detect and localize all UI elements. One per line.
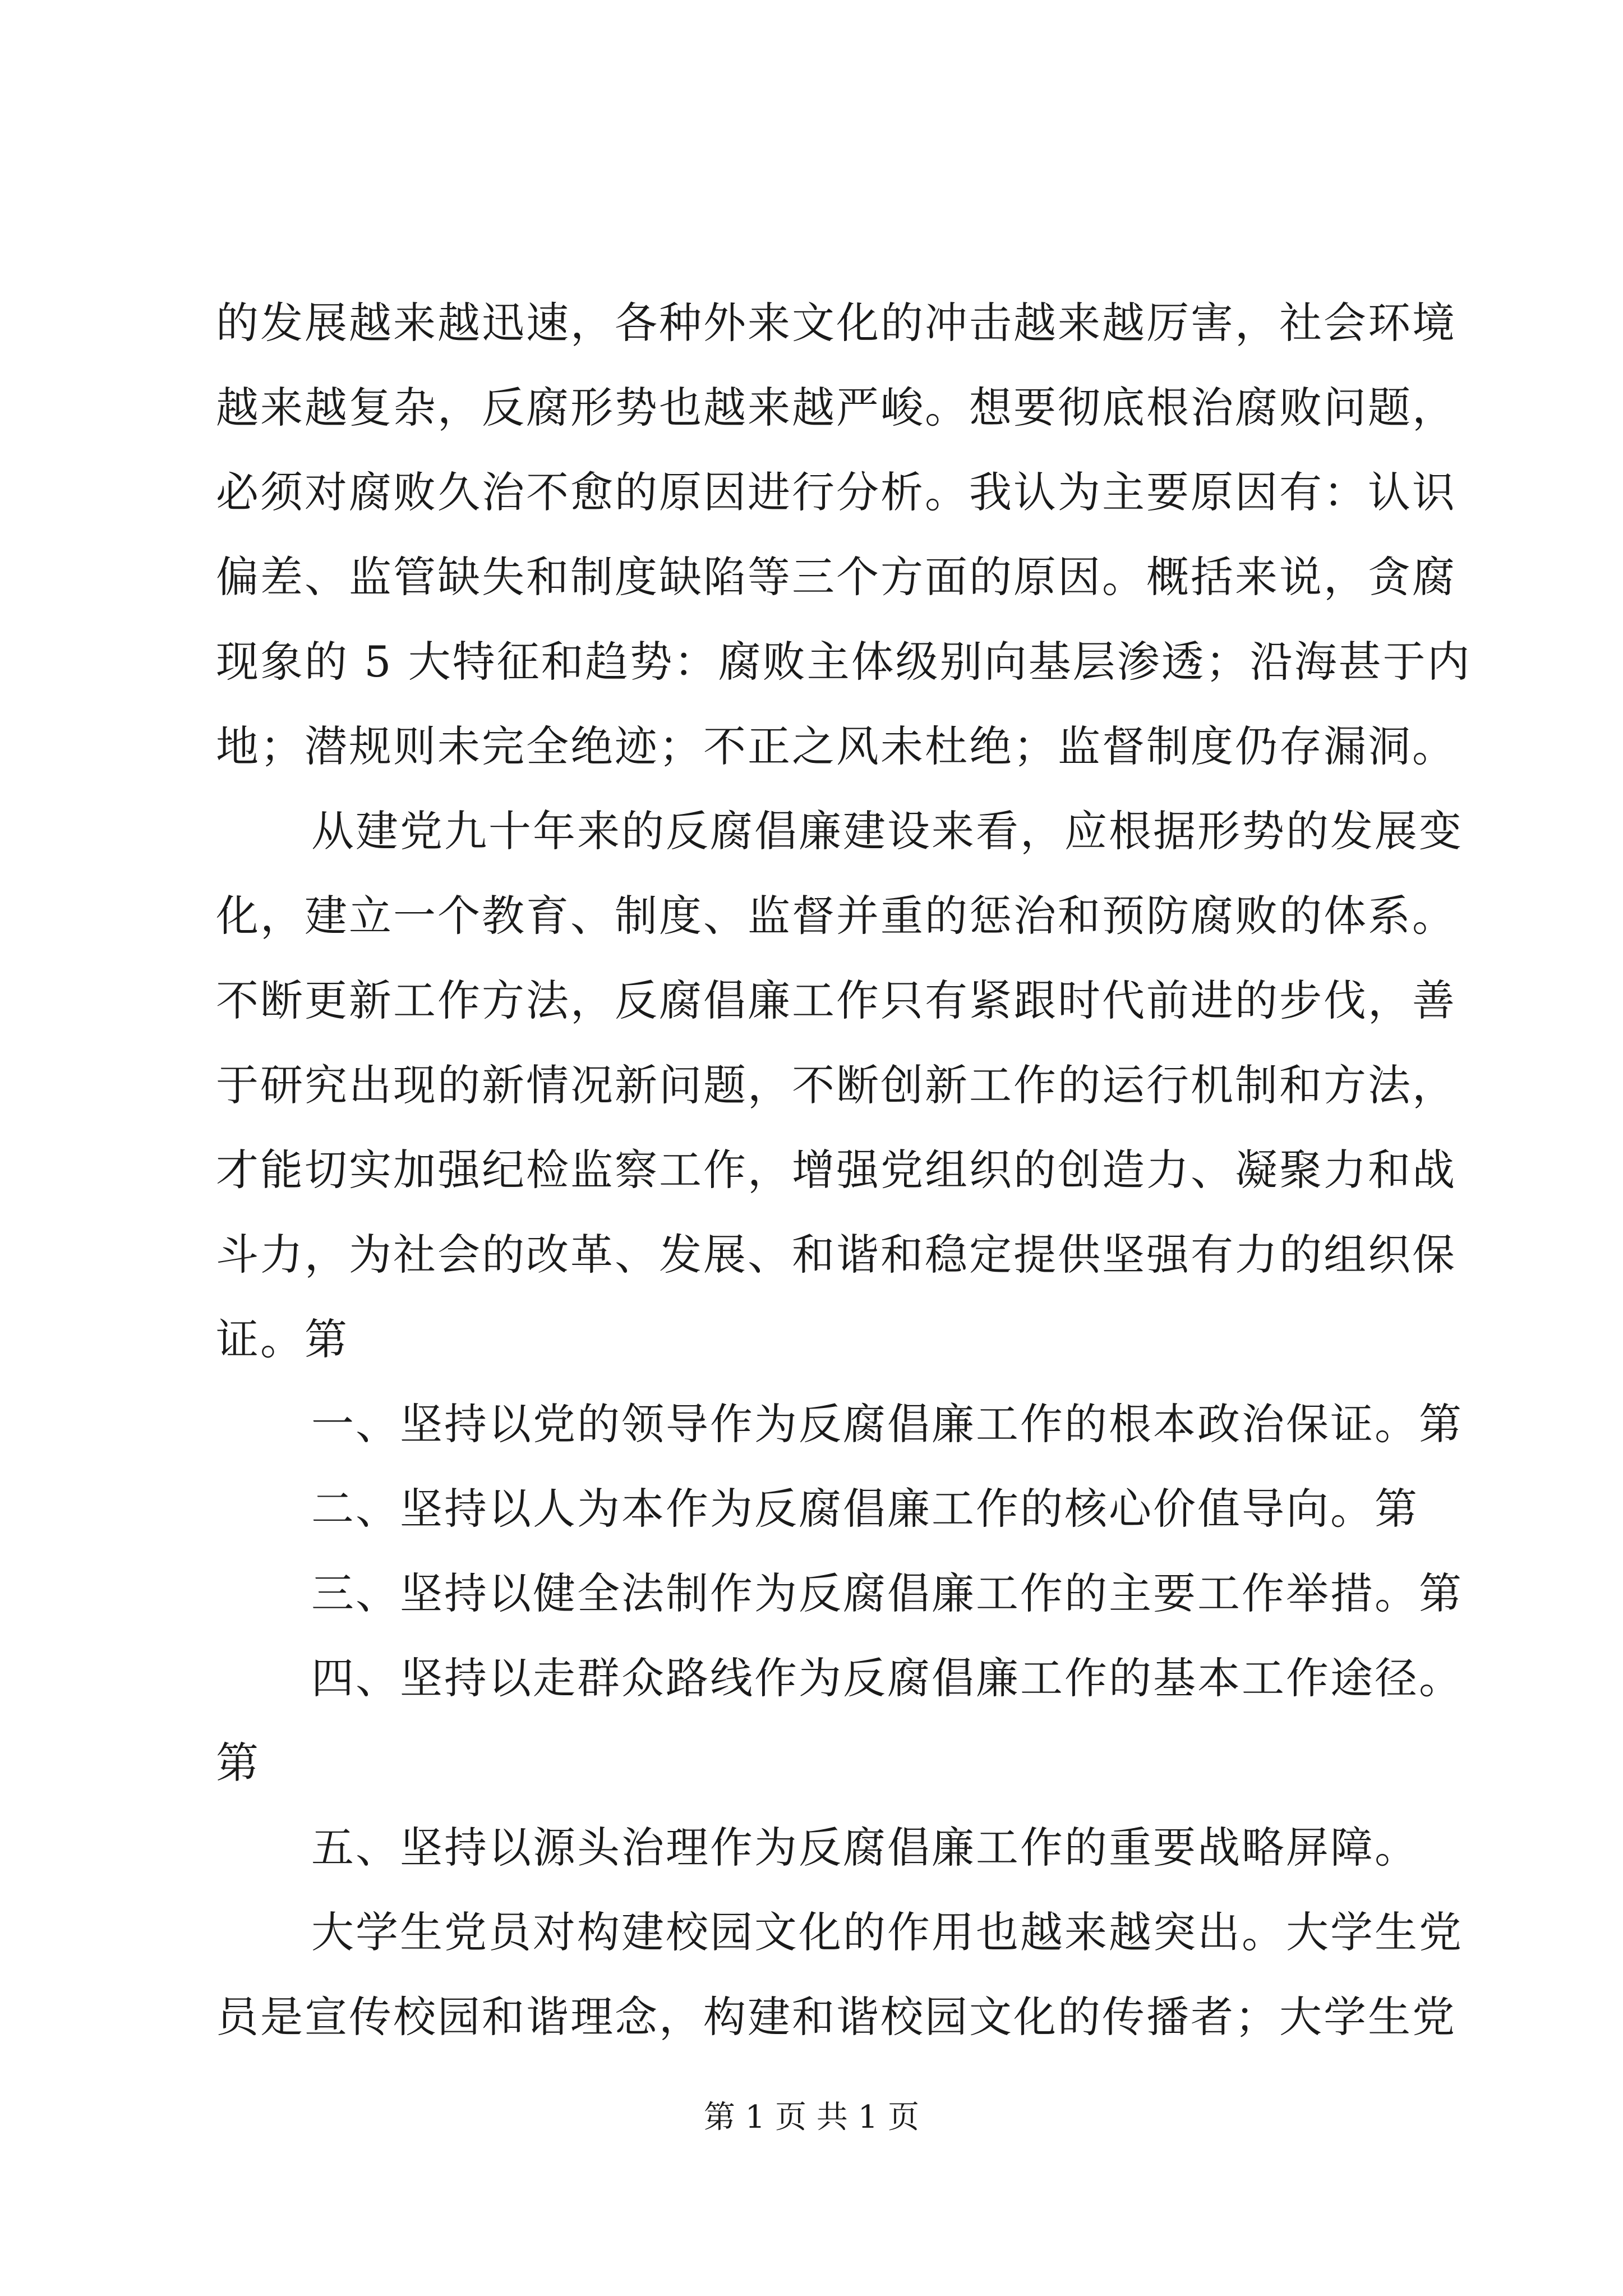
text-line-14: 一、坚持以党的领导作为反腐倡廉工作的根本政治保证。第 xyxy=(311,1399,1463,1449)
text-line-12: 斗力，为社会的改革、发展、和谐和稳定提供坚强有力的组织保 xyxy=(216,1230,1456,1280)
text-line-7: 从建党九十年来的反腐倡廉建设来看，应根据形势的发展变 xyxy=(311,806,1463,856)
text-line-9: 不断更新工作方法，反腐倡廉工作只有紧跟时代前进的步伐，善 xyxy=(216,976,1456,1025)
text-line-13: 证。第 xyxy=(216,1314,349,1364)
text-line-6: 地；潜规则未完全绝迹；不正之风未杜绝；监督制度仍存漏洞。 xyxy=(216,721,1456,771)
text-line-3: 必须对腐败久治不愈的原因进行分析。我认为主要原因有：认识 xyxy=(216,467,1456,517)
text-line-15: 二、坚持以人为本作为反腐倡廉工作的核心价值导向。第 xyxy=(311,1484,1419,1534)
page-footer xyxy=(0,2098,1623,2137)
text-line-17: 四、坚持以走群众路线作为反腐倡廉工作的基本工作途径。 xyxy=(311,1653,1463,1703)
text-line-19: 五、坚持以源头治理作为反腐倡廉工作的重要战略屏障。 xyxy=(311,1823,1419,1872)
text-line-5: 现象的 5 大特征和趋势：腐败主体级别向基层渗透；沿海甚于内 xyxy=(216,637,1472,687)
document-body xyxy=(216,280,1472,2059)
text-line-18: 第 xyxy=(216,1738,260,1788)
text-line-2: 越来越复杂，反腐形势也越来越严峻。想要彻底根治腐败问题， xyxy=(216,383,1456,432)
text-line-16: 三、坚持以健全法制作为反腐倡廉工作的主要工作举措。第 xyxy=(311,1568,1463,1618)
text-line-10: 于研究出现的新情况新问题，不断创新工作的运行机制和方法， xyxy=(216,1060,1456,1110)
text-line-21: 员是宣传校园和谐理念，构建和谐校园文化的传播者；大学生党 xyxy=(216,1992,1456,2042)
text-line-8: 化，建立一个教育、制度、监督并重的惩治和预防腐败的体系。 xyxy=(216,891,1456,941)
text-line-4: 偏差、监管缺失和制度缺陷等三个方面的原因。概括来说，贪腐 xyxy=(216,552,1456,602)
text-line-20: 大学生党员对构建校园文化的作用也越来越突出。大学生党 xyxy=(311,1907,1463,1957)
text-line-1: 的发展越来越迅速，各种外来文化的冲击越来越厉害，社会环境 xyxy=(216,298,1456,348)
page-number-label: 第 1 页 共 1 页 xyxy=(703,2099,920,2136)
text-line-11: 才能切实加强纪检监察工作，增强党组织的创造力、凝聚力和战 xyxy=(216,1145,1456,1195)
